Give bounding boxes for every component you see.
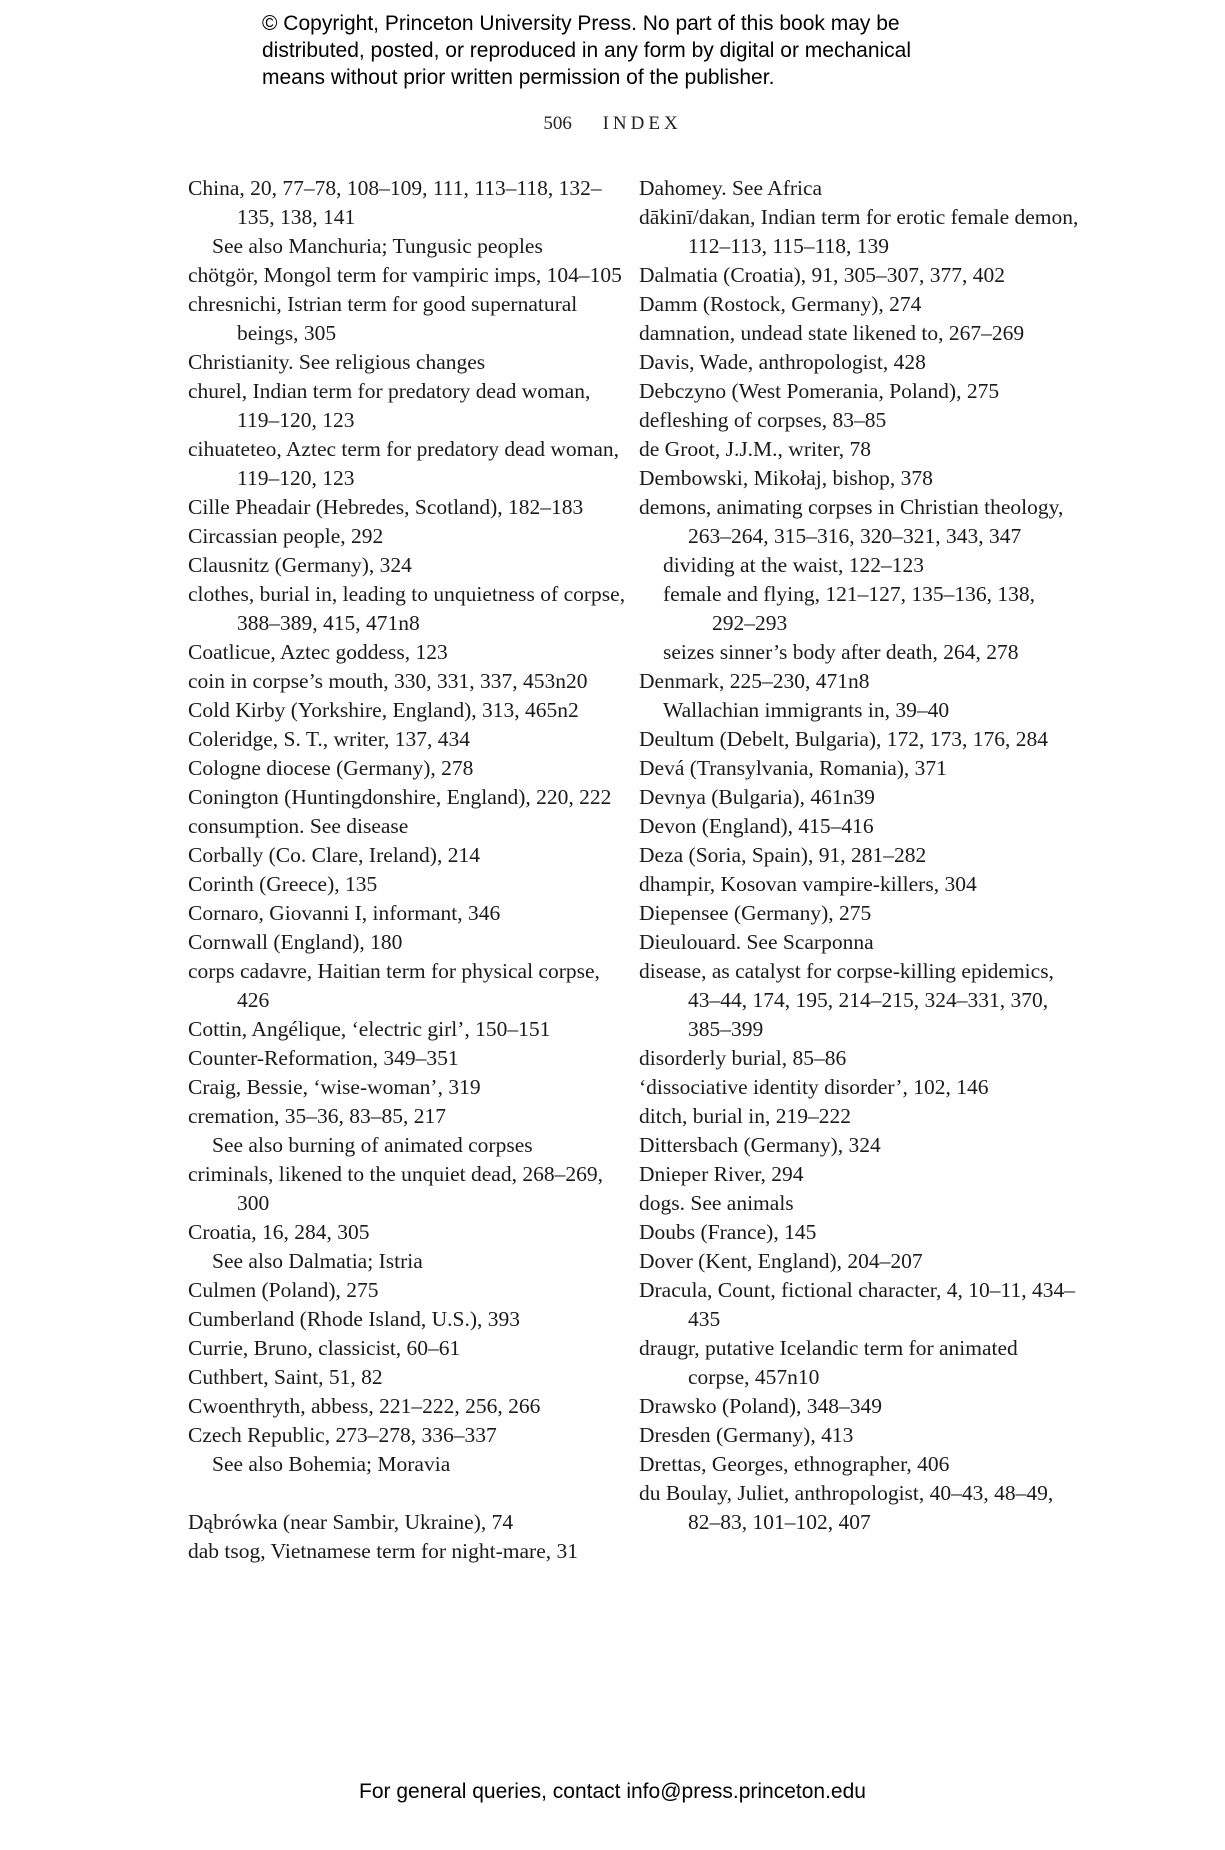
index-entry: Dalmatia (Croatia), 91, 305–307, 377, 402 [639, 263, 1006, 287]
index-entry: Drettas, Georges, ethnographer, 406 [639, 1452, 950, 1476]
index-entry: consumption. See disease [188, 814, 409, 838]
index-entry: Drawsko (Poland), 348–349 [639, 1394, 883, 1418]
index-entry: Dieulouard. See Scarponna [639, 930, 874, 954]
index-entry: Cottin, Angélique, ‘electric girl’, 150–151 [188, 1017, 551, 1041]
index-entry: Devá (Transylvania, Romania), 371 [639, 756, 947, 780]
index-entry: Cumberland (Rhode Island, U.S.), 393 [188, 1307, 521, 1331]
index-entry: criminals, likened to the unquiet dead, 268–269, 300 [188, 1162, 603, 1215]
index-entry: damnation, undead state likened to, 267–269 [639, 321, 1025, 345]
index-entry: Czech Republic, 273–278, 336–337 [188, 1423, 497, 1447]
index-entry: Coatlicue, Aztec goddess, 123 [188, 640, 448, 664]
index-entry: Devnya (Bulgaria), 461n39 [639, 785, 875, 809]
index-entry: dogs. See animals [639, 1191, 794, 1215]
index-entry: Devon (England), 415–416 [639, 814, 874, 838]
page-number: 506 [543, 113, 572, 134]
index-subentry: See also Manchuria; Tungusic peoples [212, 234, 543, 258]
index-entry: Diepensee (Germany), 275 [639, 901, 872, 925]
index-entry: Deza (Soria, Spain), 91, 281–282 [639, 843, 927, 867]
index-entry: Denmark, 225–230, 471n8 [639, 669, 870, 693]
index-entry: Deultum (Debelt, Bulgaria), 172, 173, 176, 284 [639, 727, 1049, 751]
index-subentry: dividing at the waist, 122–123 [663, 553, 924, 577]
index-entry: Dąbrówka (near Sambir, Ukraine), 74 [188, 1510, 514, 1534]
index-entry: demons, animating corpses in Christian theology, 263–264, 315–316, 320–321, 343, 347 [639, 495, 1064, 548]
index-entry: Coleridge, S. T., writer, 137, 434 [188, 727, 470, 751]
index-entry: coin in corpse’s mouth, 330, 331, 337, 453n20 [188, 669, 588, 693]
index-entry: Conington (Huntingdonshire, England), 220, 222 [188, 785, 612, 809]
index-entry: Counter-Reformation, 349–351 [188, 1046, 459, 1070]
copyright-line: means without prior written permission of the publisher. [262, 66, 775, 89]
index-entry: Corbally (Co. Clare, Ireland), 214 [188, 843, 480, 867]
index-entry: Cornaro, Giovanni I, informant, 346 [188, 901, 501, 925]
running-head [0, 113, 1225, 135]
index-entry: Craig, Bessie, ‘wise-woman’, 319 [188, 1075, 481, 1099]
index-entry: Cologne diocese (Germany), 278 [188, 756, 474, 780]
index-entry: dhampir, Kosovan vampire-killers, 304 [639, 872, 977, 896]
index-subentry: female and flying, 121–127, 135–136, 138, 292–293 [663, 582, 1036, 635]
index-entry: cremation, 35–36, 83–85, 217 [188, 1104, 446, 1128]
index-entry: Christianity. See religious changes [188, 350, 486, 374]
index-entry: draugr, putative Icelandic term for animated corpse, 457n10 [639, 1336, 1018, 1389]
index-entry: Dahomey. See Africa [639, 176, 823, 200]
index-column-right [639, 174, 1079, 1537]
index-subentry: Wallachian immigrants in, 39–40 [663, 698, 950, 722]
index-entry: churel, Indian term for predatory dead woman, 119–120, 123 [188, 379, 591, 432]
index-entry: Damm (Rostock, Germany), 274 [639, 292, 922, 316]
copyright-line: © Copyright, Princeton University Press. No part of this book may be [262, 12, 900, 35]
index-entry: Cornwall (England), 180 [188, 930, 403, 954]
index-entry: Dover (Kent, England), 204–207 [639, 1249, 923, 1273]
index-entry: dab tsog, Vietnamese term for night-mare, 31 [188, 1539, 578, 1563]
index-entry: Dittersbach (Germany), 324 [639, 1133, 881, 1157]
copyright-line: distributed, posted, or reproduced in any form by digital or mechanical [262, 39, 912, 62]
index-entry: Cwoenthryth, abbess, 221–222, 256, 266 [188, 1394, 541, 1418]
index-entry: ditch, burial in, 219–222 [639, 1104, 851, 1128]
index-entry: Currie, Bruno, classicist, 60–61 [188, 1336, 461, 1360]
index-subentry: See also Dalmatia; Istria [212, 1249, 423, 1273]
index-entry: Dnieper River, 294 [639, 1162, 804, 1186]
index-entry: de Groot, J.J.M., writer, 78 [639, 437, 872, 461]
index-entry: Culmen (Poland), 275 [188, 1278, 379, 1302]
index-entry: chresnichi, Istrian term for good supernatural beings, 305 [188, 292, 578, 345]
index-entry: cihuateteo, Aztec term for predatory dead woman, 119–120, 123 [188, 437, 620, 490]
index-entry: Clausnitz (Germany), 324 [188, 553, 412, 577]
index-entry: Cuthbert, Saint, 51, 82 [188, 1365, 383, 1389]
index-subentry: See also burning of animated corpses [212, 1133, 533, 1157]
footer-contact: For general queries, contact info@press.princeton.edu [359, 1780, 866, 1803]
index-entry: Croatia, 16, 284, 305 [188, 1220, 370, 1244]
index-entry: du Boulay, Juliet, anthropologist, 40–43, 48–49, 82–83, 101–102, 407 [639, 1481, 1054, 1534]
index-entry: Doubs (France), 145 [639, 1220, 817, 1244]
index-entry: Dresden (Germany), 413 [639, 1423, 854, 1447]
section-title: INDEX [602, 113, 682, 134]
index-subentry: See also Bohemia; Moravia [212, 1452, 451, 1476]
index-column-left [188, 174, 628, 1566]
copyright-notice [262, 10, 1022, 91]
index-entry: China, 20, 77–78, 108–109, 111, 113–118, 132–135, 138, 141 [188, 176, 602, 229]
index-entry: dākinī/dakan, Indian term for erotic female demon, 112–113, 115–118, 139 [639, 205, 1079, 258]
index-entry: Dracula, Count, fictional character, 4, 10–11, 434–435 [639, 1278, 1075, 1331]
index-entry: disease, as catalyst for corpse-killing epidemics, 43–44, 174, 195, 214–215, 324–331, 370, 385–399 [639, 959, 1054, 1041]
index-entry: Dembowski, Mikołaj, bishop, 378 [639, 466, 933, 490]
index-entry: Corinth (Greece), 135 [188, 872, 378, 896]
index-entry: clothes, burial in, leading to unquietness of corpse, 388–389, 415, 471n8 [188, 582, 626, 635]
index-entry: Cille Pheadair (Hebredes, Scotland), 182–183 [188, 495, 584, 519]
index-entry: Davis, Wade, anthropologist, 428 [639, 350, 926, 374]
index-entry: defleshing of corpses, 83–85 [639, 408, 887, 432]
index-subentry: seizes sinner’s body after death, 264, 278 [663, 640, 1019, 664]
index-entry: disorderly burial, 85–86 [639, 1046, 847, 1070]
index-entry: Cold Kirby (Yorkshire, England), 313, 465n2 [188, 698, 579, 722]
index-entry: chötgör, Mongol term for vampiric imps, 104–105 [188, 263, 622, 287]
index-entry: Circassian people, 292 [188, 524, 384, 548]
index-entry: corps cadavre, Haitian term for physical corpse, 426 [188, 959, 600, 1012]
index-entry: Debczyno (West Pomerania, Poland), 275 [639, 379, 1000, 403]
index-entry: ‘dissociative identity disorder’, 102, 146 [639, 1075, 989, 1099]
